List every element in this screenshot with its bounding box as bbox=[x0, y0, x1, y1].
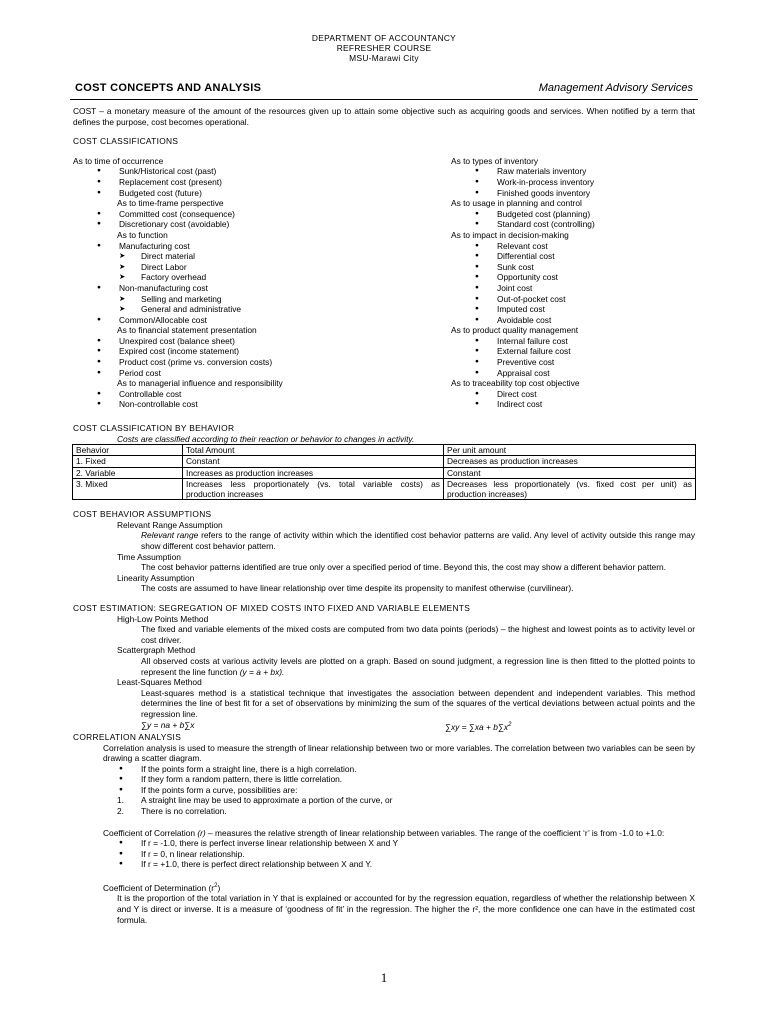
list-item: ● Unexpired cost (balance sheet) bbox=[73, 336, 451, 347]
list-item: ● Product cost (prime vs. conversion costs) bbox=[73, 357, 451, 368]
list-item: ● Non-manufacturing cost bbox=[73, 283, 451, 294]
list-item: ● If r = +1.0, there is perfect direct relationship between X and Y. bbox=[117, 859, 695, 870]
cost-definition: COST – a monetary measure of the amount of the resources given up to attain some objective such as acquiring goods and services. When notified by a term that defines the purpose, cost becomes operational. bbox=[73, 106, 695, 127]
table-cell: 2. Variable bbox=[73, 467, 183, 478]
document-title: COST CONCEPTS AND ANALYSIS bbox=[75, 82, 262, 94]
normal-equation-2-exponent: 2 bbox=[508, 721, 512, 728]
list-item: ● Work-in-process inventory bbox=[451, 177, 695, 188]
classifications-right-column bbox=[451, 156, 695, 410]
list-item: ● Direct cost bbox=[451, 389, 695, 400]
group-planning-label: As to usage in planning and control bbox=[451, 198, 582, 209]
group-timeframe-label: As to time-frame perspective bbox=[117, 198, 224, 209]
table-header-cell: Per unit amount bbox=[444, 445, 696, 456]
determination-title-close: ) bbox=[217, 882, 221, 893]
coefficient-determination-text: It is the proportion of the total variation in Y that is explained or accounted for by the regression equation, regardless of whether the relationship between X and Y is direct or inverse. It is a measure of ‘goodness of fit’ in the regression. The higher the r², the more confidence one can have in the estimated cost formula. bbox=[117, 893, 695, 925]
list-item: ● Avoidable cost bbox=[451, 315, 695, 326]
list-item: ➤ Selling and marketing bbox=[73, 294, 451, 305]
list-item: ● Sunk/Historical cost (past) bbox=[73, 166, 451, 177]
linearity-assumption-text: The costs are assumed to have linear relationship over time despite its propensity to manifest otherwise (curvilinear). bbox=[141, 583, 574, 594]
coefficient-correlation-symbol: (r) bbox=[197, 827, 206, 838]
group-traceability-list bbox=[451, 389, 695, 410]
behavior-heading: COST CLASSIFICATION BY BEHAVIOR bbox=[73, 423, 235, 434]
table-cell: 3. Mixed bbox=[73, 478, 183, 499]
high-low-title: High-Low Points Method bbox=[117, 613, 209, 624]
group-occurrence-label: As to time of occurrence bbox=[73, 155, 164, 166]
list-item: ● Budgeted cost (future) bbox=[73, 188, 451, 199]
normal-equation-1: ∑y = na + b∑x bbox=[141, 719, 195, 730]
list-item: ● Relevant cost bbox=[451, 241, 695, 252]
list-item: ➤ Direct Labor bbox=[73, 262, 451, 273]
list-item: ● If the points form a curve, possibilities are: bbox=[117, 785, 695, 796]
title-divider bbox=[70, 99, 698, 100]
list-item: ➤ Direct material bbox=[73, 251, 451, 262]
correlation-heading: CORRELATION ANALYSIS bbox=[73, 731, 182, 742]
group-planning-list bbox=[451, 209, 695, 230]
classifications-left-column bbox=[73, 156, 451, 410]
relevant-range-title: Relevant Range Assumption bbox=[117, 519, 223, 530]
table-row bbox=[73, 456, 696, 467]
time-assumption-text: The cost behavior patterns identified are true only over a specified period of time. Beyond this, the cost may show a different behavior pattern. bbox=[141, 562, 666, 573]
group-traceability-label: As to traceability top cost objective bbox=[451, 378, 580, 389]
determination-title-text: Coefficient of Determination (r bbox=[103, 882, 215, 893]
list-item-text: There is no correlation. bbox=[141, 806, 227, 817]
coefficient-determination-title bbox=[73, 881, 695, 893]
group-quality-list bbox=[451, 336, 695, 378]
group-occurrence-list bbox=[73, 166, 451, 198]
document-body bbox=[73, 106, 695, 925]
coefficient-bullets bbox=[73, 838, 695, 870]
list-item-text: A straight line may be used to approximate a portion of the curve, or bbox=[141, 795, 393, 806]
list-item: ➤ Factory overhead bbox=[73, 272, 451, 283]
least-squares-title: Least-Squares Method bbox=[117, 677, 202, 688]
table-cell: Constant bbox=[183, 456, 444, 467]
list-item: ● Imputed cost bbox=[451, 304, 695, 315]
group-inventory-list bbox=[451, 166, 695, 198]
list-item: ● Out-of-pocket cost bbox=[451, 294, 695, 305]
high-low-text: The fixed and variable elements of the mixed costs are computed from two data points (periods) – the highest and lowest points as to activity level or cost driver. bbox=[141, 624, 695, 645]
classifications-columns bbox=[73, 156, 695, 410]
list-item: ● Expired cost (income statement) bbox=[73, 346, 451, 357]
group-managerial-label: As to managerial influence and responsibility bbox=[117, 378, 283, 389]
list-item: ● Finished goods inventory bbox=[451, 188, 695, 199]
list-item: ● Period cost bbox=[73, 368, 451, 379]
classifications-heading: COST CLASSIFICATIONS bbox=[73, 136, 179, 147]
least-squares-formulas bbox=[73, 720, 695, 732]
list-item: ● If r = 0, n linear relationship. bbox=[117, 849, 695, 860]
document-subtitle: Management Advisory Services bbox=[538, 82, 693, 94]
group-function-label: As to function bbox=[117, 229, 168, 240]
list-item: ● Sunk cost bbox=[451, 262, 695, 273]
group-managerial-list bbox=[73, 389, 451, 410]
table-cell: Decreases less proportionately (vs. fixed cost per unit) as production increases) bbox=[444, 478, 696, 499]
normal-equation-2 bbox=[445, 720, 511, 732]
group-function-list-2 bbox=[73, 283, 451, 294]
list-item: ● If the points form a straight line, there is a high correlation. bbox=[117, 764, 695, 775]
table-header-cell: Behavior bbox=[73, 445, 183, 456]
table-header-row bbox=[73, 445, 696, 456]
correlation-numbered-list bbox=[73, 795, 695, 816]
behavior-table bbox=[72, 444, 696, 500]
department-header bbox=[0, 33, 768, 63]
list-item: ● Appraisal cost bbox=[451, 368, 695, 379]
coefficient-correlation-body: – measures the relative strength of linear relationship between variables. The range of the coefficient ‘r’ is from -1.0 to +1.0: bbox=[205, 827, 665, 838]
relevant-range-term: Relevant range bbox=[141, 530, 199, 541]
scattergraph-title: Scattergraph Method bbox=[117, 645, 196, 656]
determination-title-exponent: 2 bbox=[214, 883, 218, 890]
list-item: ● Replacement cost (present) bbox=[73, 177, 451, 188]
relevant-range-body: refers to the range of activity within which the identified cost behavior patterns are valid. Any level of activity outside this range may show different cost behavior pattern. bbox=[141, 530, 696, 552]
scattergraph-text bbox=[73, 656, 695, 677]
group-decision-label: As to impact in decision-making bbox=[451, 229, 569, 240]
item-number: 2. bbox=[117, 806, 124, 817]
list-item bbox=[117, 795, 695, 806]
group-function-list bbox=[73, 241, 451, 252]
list-item: ● Committed cost (consequence) bbox=[73, 209, 451, 220]
least-squares-text: Least-squares method is a statistical technique that investigates the association between dependent and independent variables. This method determines the line of best fit for a set of observations by minimizing the sum of the squares of the vertical deviations between actual points and the regression line. bbox=[141, 687, 695, 719]
table-cell: 1. Fixed bbox=[73, 456, 183, 467]
list-item: ● Preventive cost bbox=[451, 357, 695, 368]
list-item: ● Manufacturing cost bbox=[73, 241, 451, 252]
scattergraph-body: All observed costs at various activity levels are plotted on a graph. Based on sound judgment, a regression line is then fitted to the plotted points to represent the line function bbox=[141, 655, 695, 677]
coefficient-correlation-title: Coefficient of Correlation bbox=[103, 827, 196, 838]
list-item: ● Standard cost (controlling) bbox=[451, 219, 695, 230]
estimation-heading: COST ESTIMATION: SEGREGATION OF MIXED COSTS INTO FIXED AND VARIABLE ELEMENTS bbox=[73, 602, 471, 613]
table-cell: Decreases as production increases bbox=[444, 456, 696, 467]
line-function-equation: (y = a + bx). bbox=[239, 666, 285, 677]
group-timeframe-list bbox=[73, 209, 451, 230]
item-number: 1. bbox=[117, 795, 124, 806]
page-number: 1 bbox=[380, 970, 388, 985]
correlation-text: Correlation analysis is used to measure the strength of linear relationship between two or more variables. The correlation between two variables can be seen by drawing a scatter diagram. bbox=[103, 742, 695, 764]
university-name: MSU-Marawi City bbox=[349, 53, 419, 63]
list-item: ➤ General and administrative bbox=[73, 304, 451, 315]
linearity-assumption-title: Linearity Assumption bbox=[117, 572, 195, 583]
list-item: ● If they form a random pattern, there is little correlation. bbox=[117, 774, 695, 785]
table-row bbox=[73, 467, 696, 478]
behavior-note: Costs are classified according to their reaction or behavior to changes in activity. bbox=[117, 433, 415, 444]
list-item: ● Raw materials inventory bbox=[451, 166, 695, 177]
group-function-list-3 bbox=[73, 315, 451, 326]
nonmanufacturing-sublist bbox=[73, 294, 451, 315]
course-name: REFRESHER COURSE bbox=[336, 43, 432, 53]
list-item: ● If r = -1.0, there is perfect inverse linear relationship between X and Y bbox=[117, 838, 695, 849]
assumptions-heading: COST BEHAVIOR ASSUMPTIONS bbox=[73, 509, 212, 520]
list-item: ● Discretionary cost (avoidable) bbox=[73, 219, 451, 230]
list-item: ● Differential cost bbox=[451, 251, 695, 262]
group-decision-list bbox=[451, 241, 695, 326]
list-item: ● Non-controllable cost bbox=[73, 399, 451, 410]
group-financial-label: As to financial statement presentation bbox=[117, 325, 257, 336]
group-inventory-label: As to types of inventory bbox=[451, 155, 539, 166]
list-item: ● External failure cost bbox=[451, 346, 695, 357]
list-item: ● Internal failure cost bbox=[451, 336, 695, 347]
time-assumption-title: Time Assumption bbox=[117, 551, 181, 562]
department-name: DEPARTMENT OF ACCOUNTANCY bbox=[311, 33, 457, 43]
table-cell: Increases as production increases bbox=[183, 467, 444, 478]
list-item: ● Opportunity cost bbox=[451, 272, 695, 283]
table-cell: Increases less proportionately (vs. total variable costs) as production increases bbox=[183, 478, 444, 499]
correlation-bullets bbox=[73, 764, 695, 796]
relevant-range-text bbox=[73, 530, 695, 551]
list-item: ● Controllable cost bbox=[73, 389, 451, 400]
normal-equation-2-text: ∑xy = ∑xa + b∑x bbox=[445, 721, 509, 732]
coefficient-correlation-text bbox=[73, 828, 695, 839]
list-item bbox=[117, 806, 695, 817]
manufacturing-sublist bbox=[73, 251, 451, 283]
list-item: ● Joint cost bbox=[451, 283, 695, 294]
table-cell: Constant bbox=[444, 467, 696, 478]
list-item: ● Indirect cost bbox=[451, 399, 695, 410]
group-financial-list bbox=[73, 336, 451, 378]
group-quality-label: As to product quality management bbox=[451, 325, 579, 336]
table-header-cell: Total Amount bbox=[183, 445, 444, 456]
list-item: ● Common/Allocable cost bbox=[73, 315, 451, 326]
list-item: ● Budgeted cost (planning) bbox=[451, 209, 695, 220]
table-row bbox=[73, 478, 696, 499]
